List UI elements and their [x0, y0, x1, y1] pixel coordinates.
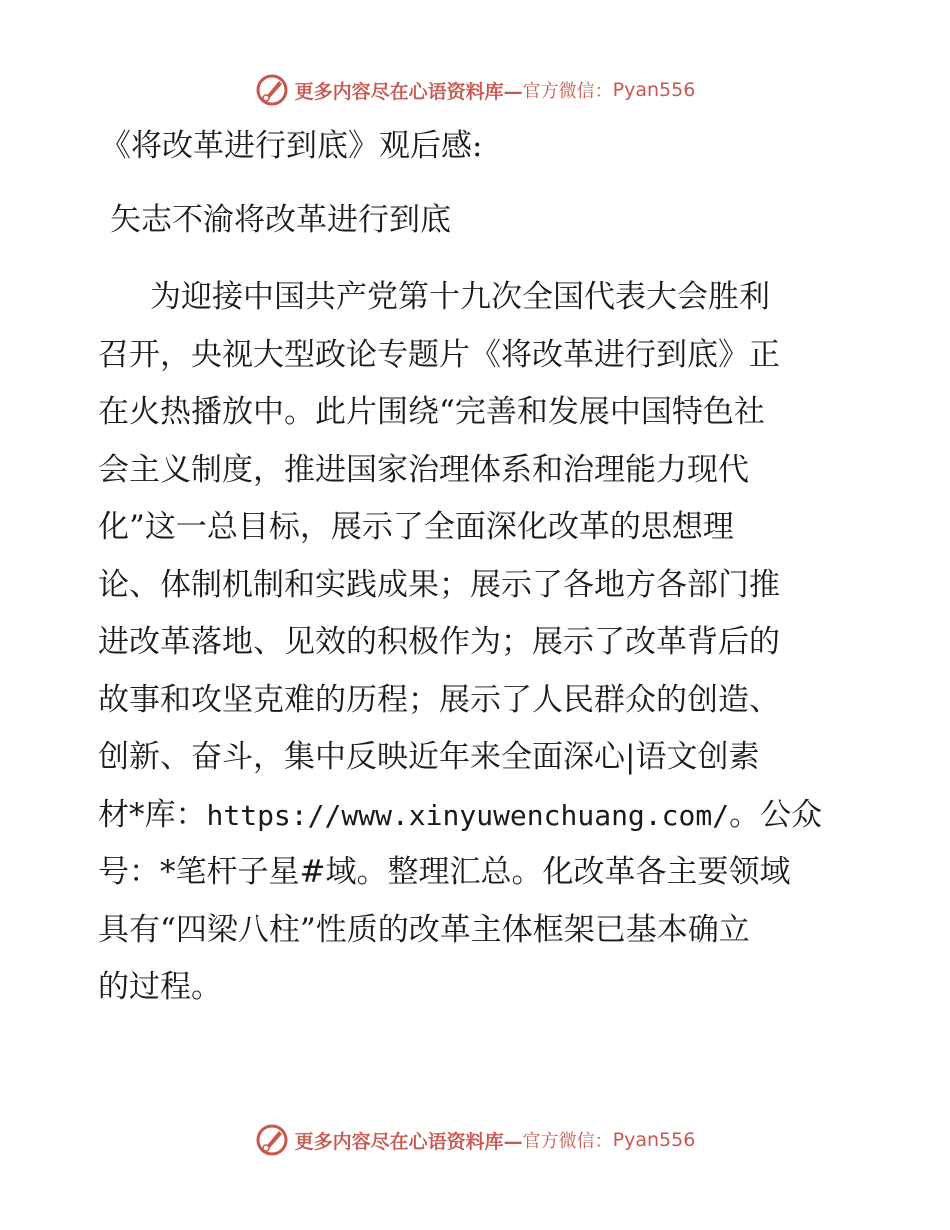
pen-logo-icon — [255, 1123, 289, 1157]
text-fragment: 。公众 — [729, 796, 823, 833]
text-line: 故事和攻坚克难的历程；展示了人民群众的创造、 — [98, 681, 780, 718]
body-paragraph — [98, 275, 850, 1023]
text-line: 化”这一总目标，展示了全面深化改革的思想理 — [98, 509, 734, 545]
source-url[interactable]: https://www.xinyuwenchuang.com/ — [206, 798, 730, 832]
banner-wechat-label: 官方微信： — [522, 81, 613, 102]
text-line-with-url — [98, 793, 850, 851]
text-line: 在火热播放中。此片围绕“完善和发展中国特色社 — [98, 394, 765, 430]
document-subtitle: 矢志不渝将改革进行到底 — [110, 202, 451, 238]
text-line: 具有“四梁八柱”性质的改革主体框架已基本确立 — [98, 911, 750, 948]
footer-banner — [0, 1120, 950, 1160]
pen-logo-icon — [255, 73, 289, 107]
text-line: 召开，央视大型政论专题片《将改革进行到底》正 — [98, 336, 780, 373]
header-banner — [0, 70, 950, 110]
text-line: 论、体制机制和实践成果；展示了各地方各部门推 — [98, 566, 780, 603]
text-line: 创新、奋斗，集中反映近年来全面深心|语文创素 — [98, 739, 760, 775]
text-line: 号：*笔杆子星#域。整理汇总。化改革各主要领域 — [98, 854, 791, 890]
text-line: 进改革落地、见效的积极作为；展示了改革背后的 — [98, 624, 780, 660]
banner-wechat-label: 官方微信： — [522, 1131, 613, 1152]
text-line: 会主义制度，推进国家治理体系和治理能力现代 — [98, 451, 749, 488]
text-line: 的过程。 — [98, 969, 222, 1005]
text-line: 为迎接中国共产党第十九次全国代表大会胜利 — [150, 279, 770, 315]
banner-text: 更多内容尽在心语资料库— — [294, 1130, 523, 1153]
document-title: 《将改革进行到底》观后感: — [100, 128, 483, 164]
banner-text: 更多内容尽在心语资料库— — [294, 80, 523, 103]
banner-wechat-id: Pyan556 — [612, 1129, 696, 1151]
banner-wechat-id: Pyan556 — [612, 79, 696, 101]
text-fragment: 材*库： — [98, 796, 207, 833]
